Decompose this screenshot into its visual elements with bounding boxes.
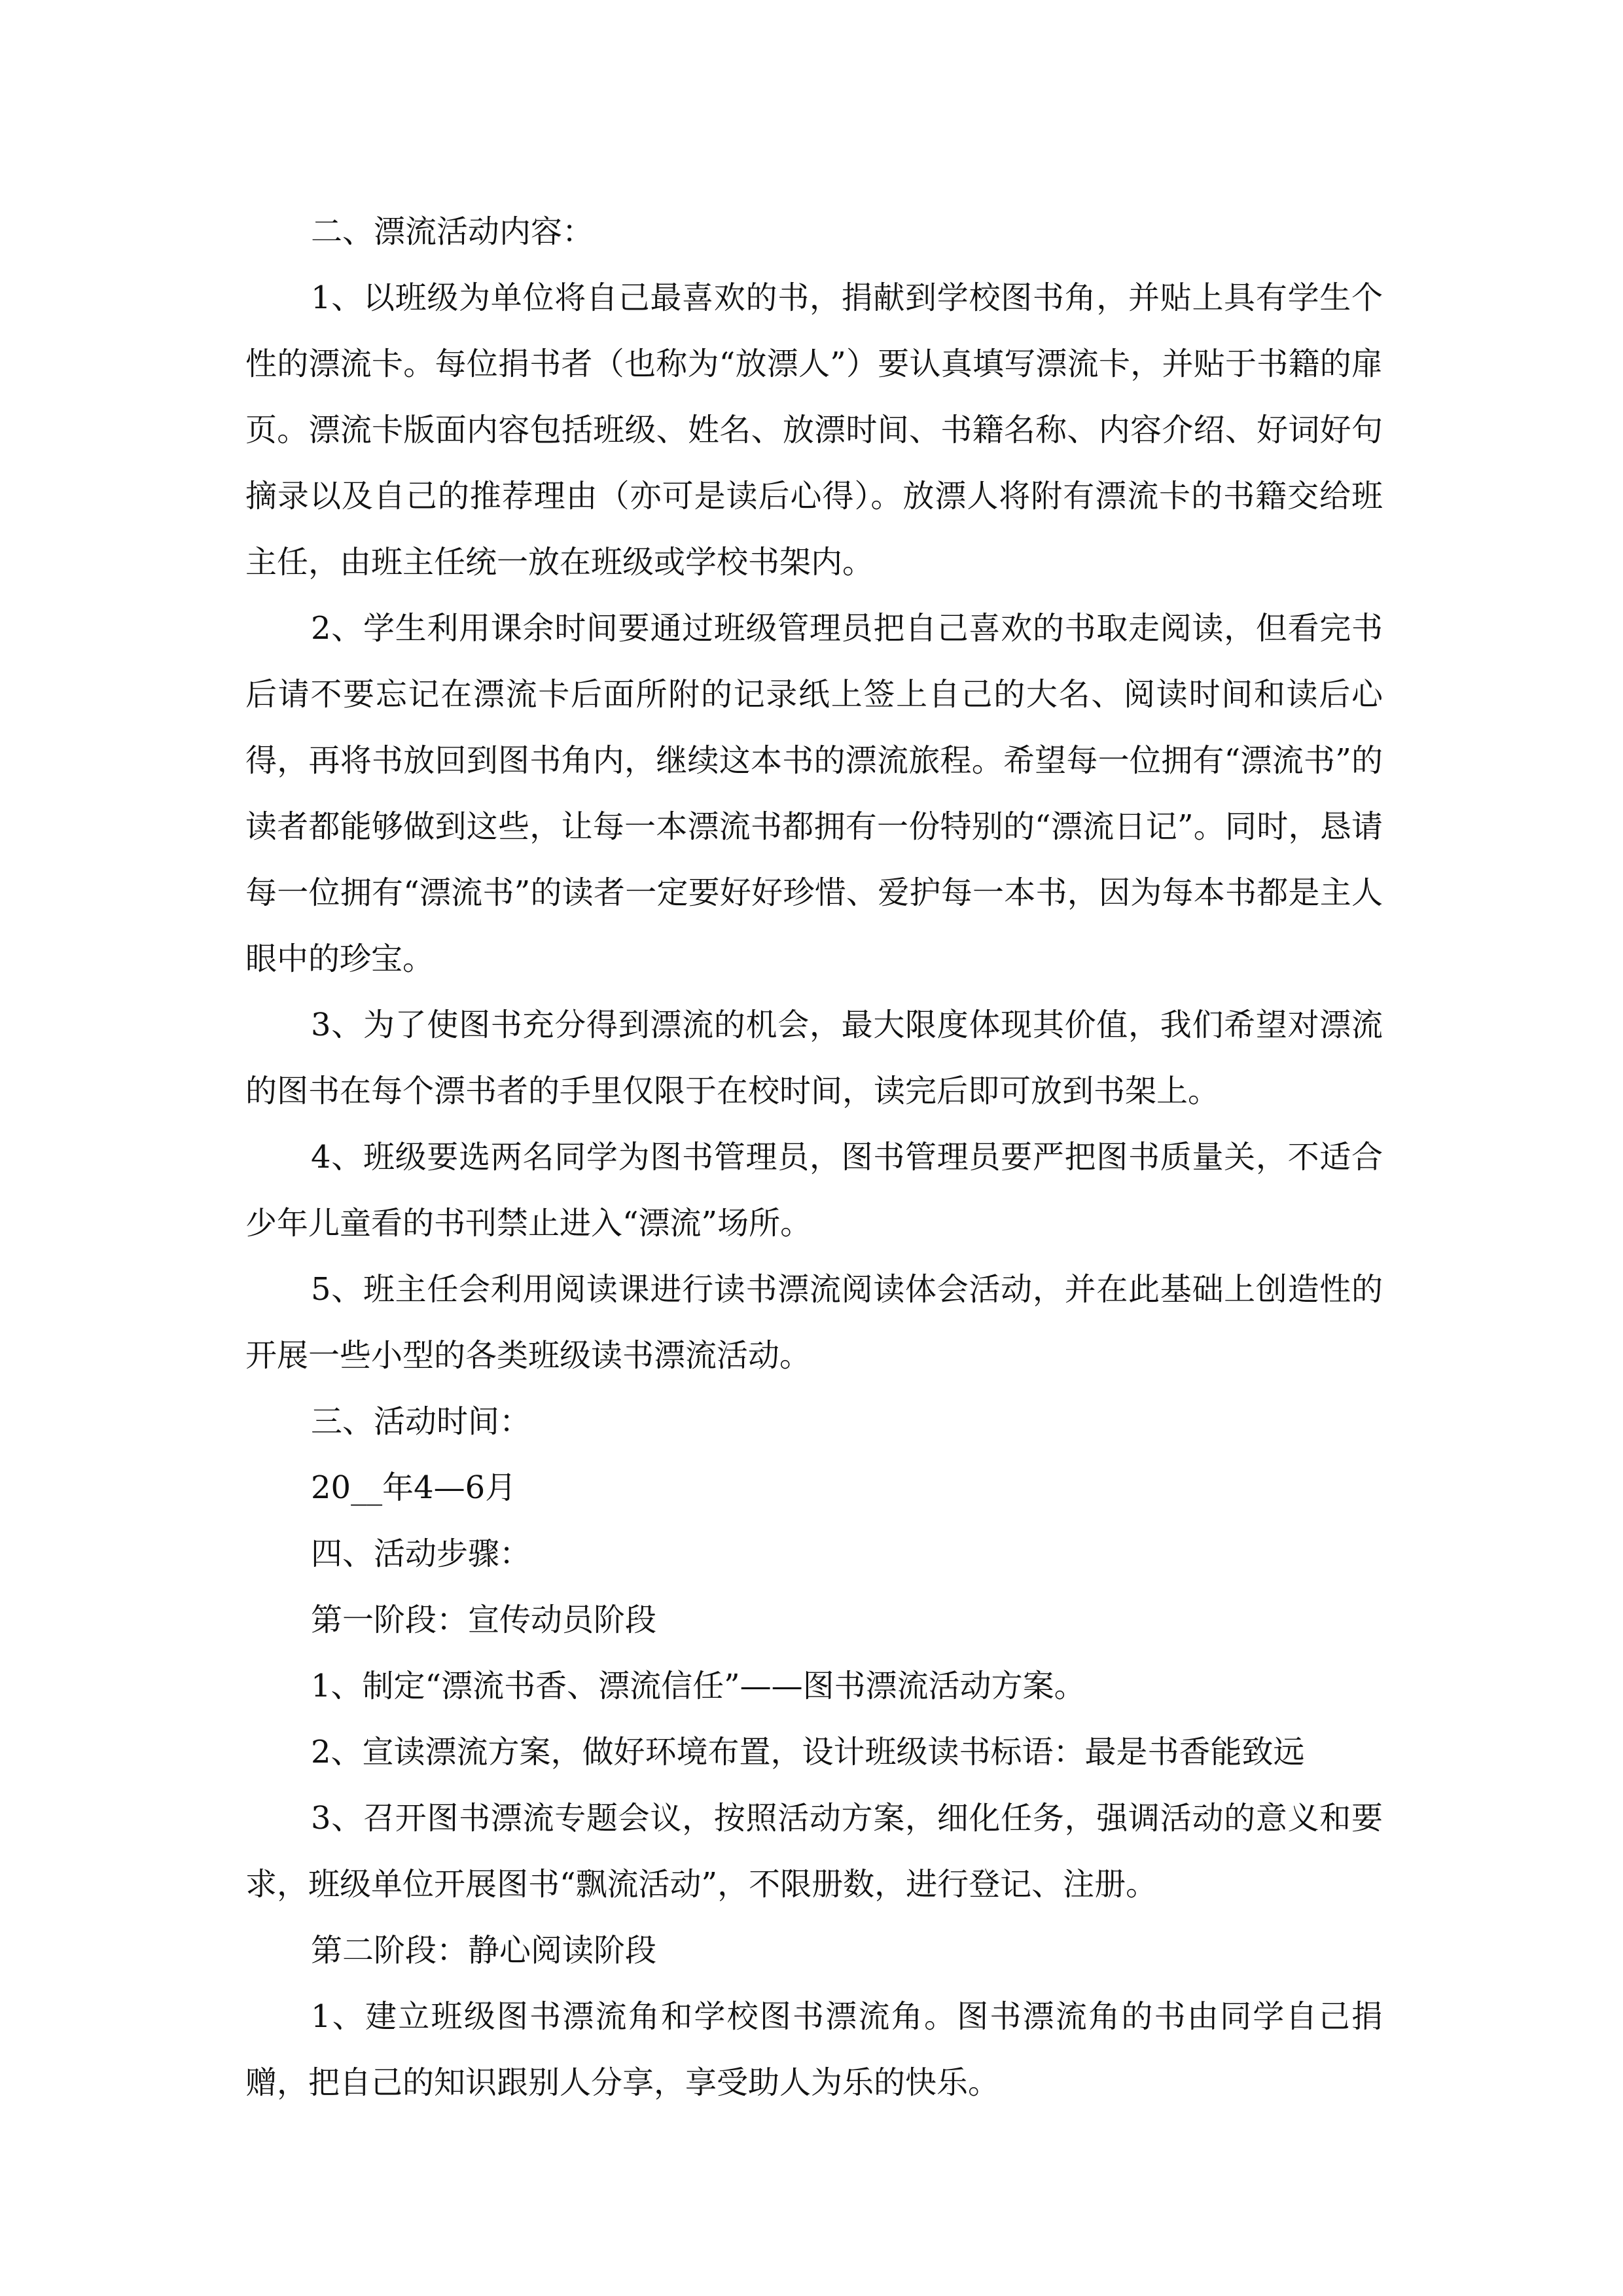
- section-heading-time: 三、活动时间：: [311, 1403, 531, 1440]
- document-page: [245, 0, 1383, 2296]
- paragraph-item-2: 2、学生利用课余时间要通过班级管理员把自己喜欢的书取走阅读，但看完书后请不要忘记在漂流卡后面所附的记录纸上签上自己的大名、阅读时间和读后心得，再将书放回到图书角内，继续这本书的漂流旅程。希望每一位拥有“漂流书”的读者都能够做到这些，让每一本漂流书都拥有一份特别的“漂流日记”。同时，恳请每一位拥有“漂流书”的读者一定要好好珍惜、爱护每一本书，因为每本书都是主人眼中的珍宝。: [245, 610, 1383, 977]
- section-heading-steps: 四、活动步骤：: [311, 1535, 531, 1572]
- stage-one-item-2: 2、宣读漂流方案，做好环境布置，设计班级读书标语：最是书香能致远: [311, 1734, 1305, 1770]
- paragraph-item-1: 1、以班级为单位将自己最喜欢的书，捐献到学校图书角，并贴上具有学生个性的漂流卡。每位捐书者（也称为“放漂人”）要认真填写漂流卡，并贴于书籍的扉页。漂流卡版面内容包括班级、姓名、放漂时间、书籍名称、内容介绍、好词好句摘录以及自己的推荐理由（亦可是读后心得）。放漂人将附有漂流卡的书籍交给班主任，由班主任统一放在班级或学校书架内。: [245, 279, 1383, 581]
- stage-two-item-1: 1、建立班级图书漂流角和学校图书漂流角。图书漂流角的书由同学自己捐赠，把自己的知识跟别人分享，享受助人为乐的快乐。: [245, 1998, 1383, 2101]
- section-heading-content: 二、漂流活动内容：: [311, 213, 594, 250]
- activity-date: 20__年4—6月: [311, 1469, 517, 1506]
- stage-two-heading: 第二阶段：静心阅读阶段: [311, 1932, 657, 1969]
- stage-one-heading: 第一阶段：宣传动员阶段: [311, 1602, 657, 1638]
- paragraph-item-5: 5、班主任会利用阅读课进行读书漂流阅读体会活动，并在此基础上创造性的开展一些小型的各类班级读书漂流活动。: [245, 1271, 1383, 1374]
- stage-one-item-1: 1、制定“漂流书香、漂流信任”——图书漂流活动方案。: [311, 1668, 1086, 1704]
- stage-one-item-3: 3、召开图书漂流专题会议，按照活动方案，细化任务，强调活动的意义和要求，班级单位开展图书“飘流活动”，不限册数，进行登记、注册。: [245, 1800, 1383, 1903]
- paragraph-item-4: 4、班级要选两名同学为图书管理员，图书管理员要严把图书质量关，不适合少年儿童看的书刊禁止进入“漂流”场所。: [245, 1139, 1383, 1242]
- paragraph-item-3: 3、为了使图书充分得到漂流的机会，最大限度体现其价值，我们希望对漂流的图书在每个漂书者的手里仅限于在校时间，读完后即可放到书架上。: [245, 1007, 1383, 1109]
